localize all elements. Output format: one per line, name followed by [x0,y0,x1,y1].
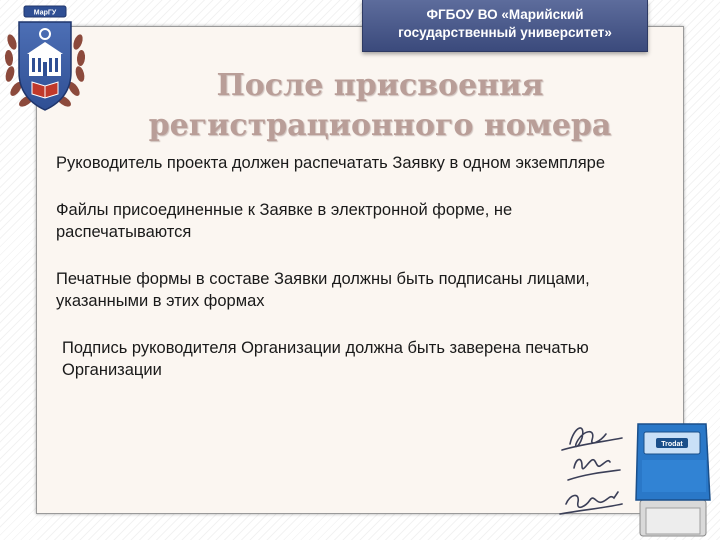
handwritten-signatures-icon [560,428,622,514]
header-line-2: государственный университет» [398,25,612,40]
slide-title [100,66,660,146]
stamp-and-signatures [552,404,720,540]
bullet-list [56,152,636,406]
rubber-stamp-icon [636,424,710,536]
title-line-1: После присвоения [216,68,544,103]
list-item: Файлы присоединенные к Заявке в электронной форме, не распечатываются [56,201,513,241]
header-banner [362,0,648,52]
stamp-label: Trodat [661,441,683,448]
list-item: Подпись руководителя Организации должна быть заверена печатью Организации [62,339,589,379]
title-line-2: регистрационного номера [148,108,612,143]
university-crest-icon [2,2,88,120]
logo-caption: МарГУ [33,9,57,17]
header-line-1: ФГБОУ ВО «Марийский [426,7,584,22]
list-item: Руководитель проекта должен распечатать Заявку в одном экземпляре [56,154,606,172]
list-item: Печатные формы в составе Заявки должны быть подписаны лицами, указанными в этих формах [56,270,590,310]
